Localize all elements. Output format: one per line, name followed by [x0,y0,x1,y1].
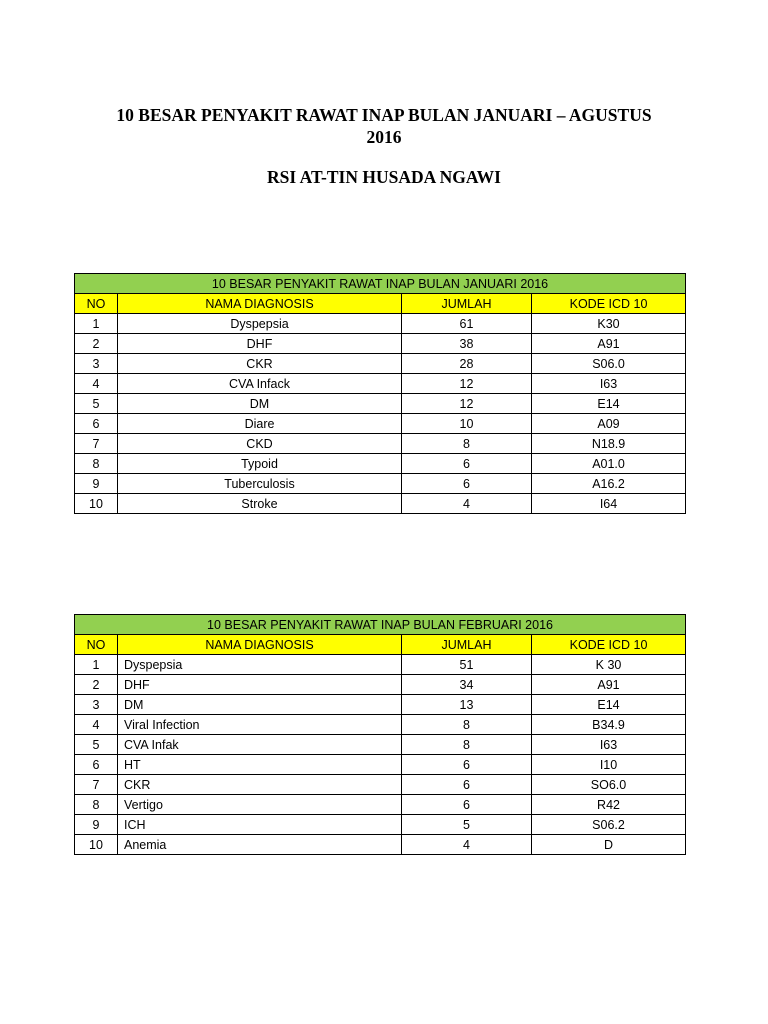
cell-icd: N18.9 [532,434,686,454]
document-subtitle: RSI AT-TIN HUSADA NGAWI [267,167,501,187]
cell-no: 7 [75,775,118,795]
cell-count: 6 [402,775,532,795]
cell-count: 38 [402,334,532,354]
cell-icd: E14 [532,394,686,414]
cell-diagnosis: Dyspepsia [118,314,402,334]
cell-no: 4 [75,715,118,735]
header-icd: KODE ICD 10 [532,635,686,655]
table-row [75,735,686,755]
cell-icd: I10 [532,755,686,775]
cell-diagnosis: CKD [118,434,402,454]
header-no: NO [75,635,118,655]
cell-no: 1 [75,655,118,675]
cell-count: 12 [402,374,532,394]
cell-icd: A91 [532,334,686,354]
cell-count: 8 [402,715,532,735]
table-caption-row [75,615,686,635]
cell-no: 10 [75,835,118,855]
cell-diagnosis: Typoid [118,454,402,474]
cell-no: 7 [75,434,118,454]
header-diagnosis: NAMA DIAGNOSIS [118,635,402,655]
cell-count: 5 [402,815,532,835]
table-header-row [75,635,686,655]
cell-diagnosis: Diare [118,414,402,434]
header-count: JUMLAH [402,294,532,314]
table-row [75,755,686,775]
cell-icd: D [532,835,686,855]
cell-no: 5 [75,394,118,414]
cell-icd: A16.2 [532,474,686,494]
cell-no: 9 [75,815,118,835]
cell-icd: A09 [532,414,686,434]
cell-no: 10 [75,494,118,514]
table-row [75,675,686,695]
cell-diagnosis: Dyspepsia [118,655,402,675]
cell-icd: K 30 [532,655,686,675]
table-caption: 10 BESAR PENYAKIT RAWAT INAP BULAN FEBRUARI 2016 [75,615,686,635]
cell-diagnosis: ICH [118,815,402,835]
cell-diagnosis: DM [118,695,402,715]
cell-diagnosis: DHF [118,675,402,695]
table-row [75,715,686,735]
cell-icd: SO6.0 [532,775,686,795]
table-row [75,414,686,434]
cell-count: 4 [402,494,532,514]
cell-diagnosis: Vertigo [118,795,402,815]
cell-icd: B34.9 [532,715,686,735]
table-caption: 10 BESAR PENYAKIT RAWAT INAP BULAN JANUARI 2016 [75,274,686,294]
header-count: JUMLAH [402,635,532,655]
cell-no: 2 [75,334,118,354]
table-row [75,454,686,474]
cell-no: 6 [75,414,118,434]
table-header-row [75,294,686,314]
cell-count: 8 [402,434,532,454]
document-title: 10 BESAR PENYAKIT RAWAT INAP BULAN JANUARI – AGUSTUS 2016 [116,105,652,147]
cell-no: 8 [75,454,118,474]
cell-count: 4 [402,835,532,855]
cell-icd: I63 [532,735,686,755]
table-row [75,314,686,334]
cell-no: 3 [75,695,118,715]
cell-count: 61 [402,314,532,334]
cell-no: 2 [75,675,118,695]
cell-count: 6 [402,795,532,815]
table-row [75,775,686,795]
cell-no: 4 [75,374,118,394]
cell-count: 10 [402,414,532,434]
cell-no: 1 [75,314,118,334]
cell-diagnosis: DM [118,394,402,414]
table-row [75,394,686,414]
cell-diagnosis: Tuberculosis [118,474,402,494]
table-row [75,494,686,514]
cell-diagnosis: CVA Infack [118,374,402,394]
cell-icd: A91 [532,675,686,695]
table-row [75,695,686,715]
cell-diagnosis: Stroke [118,494,402,514]
table-row [75,334,686,354]
cell-count: 13 [402,695,532,715]
cell-diagnosis: Anemia [118,835,402,855]
cell-count: 51 [402,655,532,675]
cell-count: 6 [402,474,532,494]
cell-count: 34 [402,675,532,695]
table-row [75,655,686,675]
cell-icd: K30 [532,314,686,334]
cell-count: 8 [402,735,532,755]
cell-icd: S06.2 [532,815,686,835]
table-row [75,795,686,815]
cell-icd: A01.0 [532,454,686,474]
table-caption-row [75,274,686,294]
cell-diagnosis: Viral Infection [118,715,402,735]
diagnosis-table-february [74,614,686,855]
cell-count: 6 [402,755,532,775]
table-row [75,374,686,394]
table-row [75,354,686,374]
cell-icd: I63 [532,374,686,394]
cell-diagnosis: CVA Infak [118,735,402,755]
header-diagnosis: NAMA DIAGNOSIS [118,294,402,314]
header-no: NO [75,294,118,314]
table-row [75,815,686,835]
cell-icd: R42 [532,795,686,815]
cell-diagnosis: CKR [118,354,402,374]
table-row [75,474,686,494]
cell-diagnosis: CKR [118,775,402,795]
header-icd: KODE ICD 10 [532,294,686,314]
cell-count: 28 [402,354,532,374]
cell-diagnosis: DHF [118,334,402,354]
cell-count: 12 [402,394,532,414]
cell-no: 8 [75,795,118,815]
table-row [75,434,686,454]
cell-no: 3 [75,354,118,374]
cell-icd: S06.0 [532,354,686,374]
cell-no: 9 [75,474,118,494]
cell-icd: E14 [532,695,686,715]
cell-count: 6 [402,454,532,474]
cell-icd: I64 [532,494,686,514]
table-row [75,835,686,855]
cell-diagnosis: HT [118,755,402,775]
cell-no: 5 [75,735,118,755]
cell-no: 6 [75,755,118,775]
diagnosis-table-january [74,273,686,514]
